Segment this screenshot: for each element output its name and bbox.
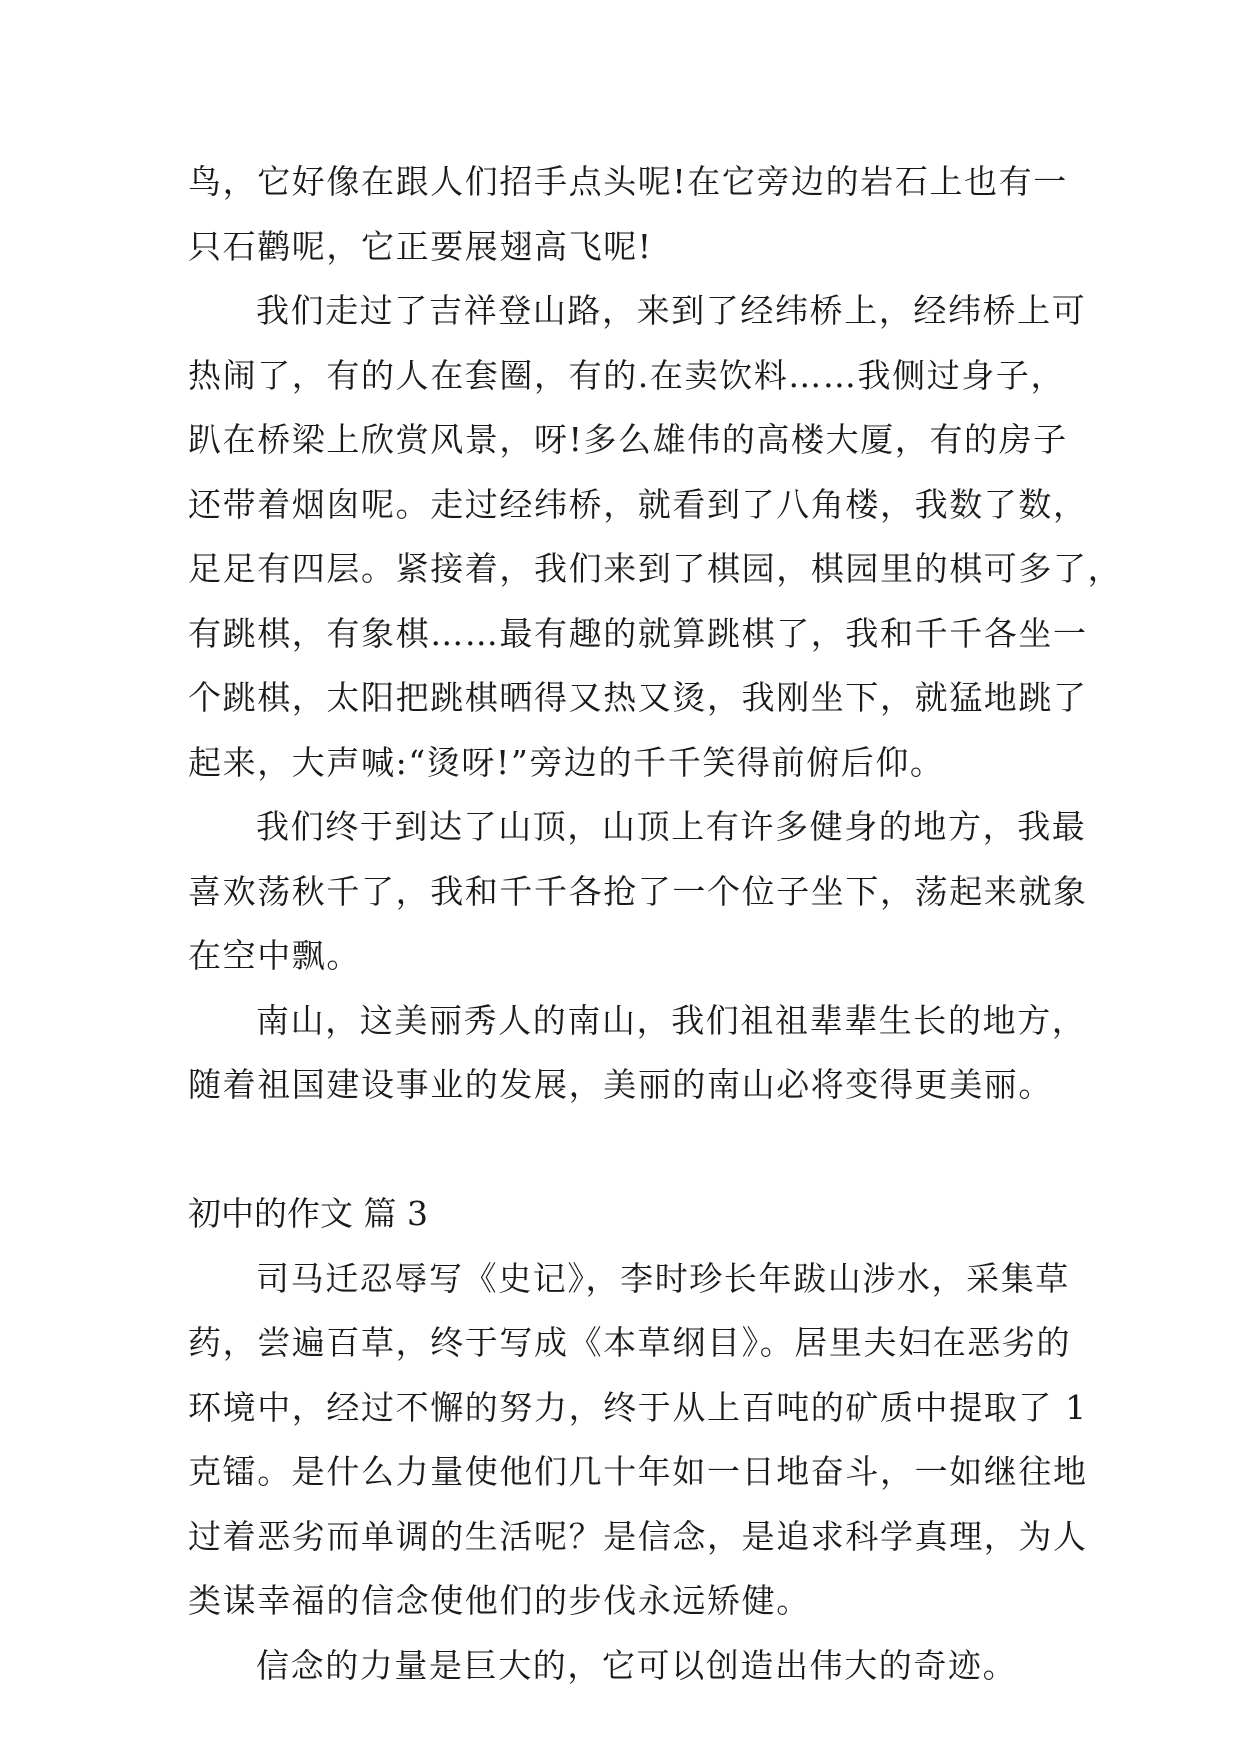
text-line: 克镭。是什么力量使他们几十年如一日地奋斗，一如继往地: [188, 1452, 1088, 1491]
text-line: 个跳棋，太阳把跳棋晒得又热又烫，我刚坐下，就猛地跳了: [188, 678, 1088, 717]
text-line: 类谋幸福的信念使他们的步伐永远矫健。: [188, 1581, 811, 1620]
text-line: 有跳棋，有象棋……最有趣的就算跳棋了，我和千千各坐一: [188, 613, 1088, 653]
paragraph-belief-power: [188, 1634, 1068, 1699]
text-line: 趴在桥梁上欣赏风景，呀!多么雄伟的高楼大厦，有的房子: [188, 420, 1068, 459]
paragraph-bridge-walk: [188, 279, 1123, 795]
text-line: 南山，这美丽秀人的南山，我们祖祖辈辈生长的地方，: [256, 1000, 1087, 1040]
paragraph-continuation: [188, 150, 1068, 279]
text-line: 我们终于到达了山顶，山顶上有许多健身的地方，我最: [256, 807, 1087, 846]
text-line: 热闹了，有的人在套圈，有的.在卖饮料……我侧过身子，: [188, 355, 1066, 395]
text-line: 在空中飘。: [188, 936, 361, 975]
paragraph-mountain-top: [188, 795, 1088, 989]
text-line: 信念的力量是巨大的，它可以创造出伟大的奇迹。: [256, 1645, 1018, 1685]
text-line: 我们走过了吉祥登山路，来到了经纬桥上，经纬桥上可: [256, 291, 1087, 330]
section-heading: 初中的作文 篇 3: [188, 1194, 428, 1233]
text-line: 起来，大声喊:“烫呀!”旁边的千千笑得前俯后仰。: [188, 742, 945, 782]
text-line: 足足有四层。紧接着，我们来到了棋园，棋园里的棋可多了，: [188, 549, 1123, 588]
text-line: 鸟，它好像在跟人们招手点头呢!在它旁边的岩石上也有一: [188, 162, 1068, 201]
text-line: 过着恶劣而单调的生活呢？是信念，是追求科学真理，为人: [188, 1516, 1088, 1556]
paragraph-closing: [188, 989, 1087, 1118]
section-spacer: [188, 1118, 1068, 1183]
text-line: 还带着烟囱呢。走过经纬桥，就看到了八角楼，我数了数，: [188, 484, 1088, 524]
document-page: [188, 150, 1123, 1698]
text-line: 司马迁忍辱写《史记》，李时珍长年跋山涉水，采集草: [256, 1258, 1070, 1298]
paragraph-belief-examples: [188, 1247, 1088, 1634]
text-line: 环境中，经过不懈的努力，终于从上百吨的矿质中提取了 1: [188, 1387, 1088, 1427]
text-line: 喜欢荡秋千了，我和千千各抢了一个位子坐下，荡起来就象: [188, 871, 1088, 911]
text-line: 只石鹳呢，它正要展翅高飞呢!: [188, 226, 653, 266]
text-line: 随着祖国建设事业的发展，美丽的南山必将变得更美丽。: [188, 1065, 1053, 1104]
text-line: 药，尝遍百草，终于写成《本草纲目》。居里夫妇在恶劣的: [188, 1323, 1072, 1362]
